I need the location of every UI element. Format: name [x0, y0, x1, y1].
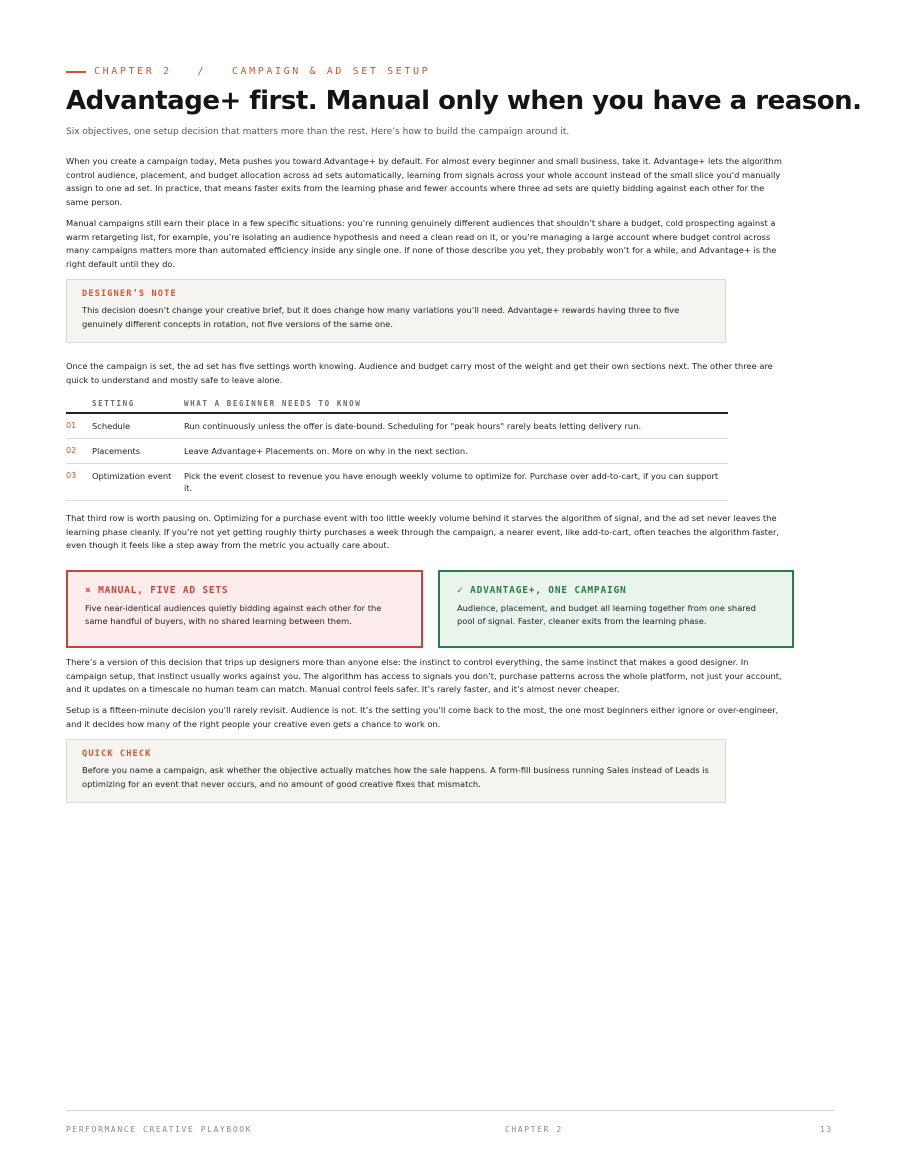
cross-icon: × [85, 585, 92, 596]
paragraph-settings-intro: Once the campaign is set, the ad set has five settings worth knowing. Audience and budget carry most of the weight and get their own sections next. The other three are quick to understand and mostly safe to leave alone. [66, 361, 773, 385]
row-note: Run continuously unless the offer is date-bound. Scheduling for "peak hours" rarely beats letting delivery run. [184, 413, 728, 439]
settings-header-row [66, 396, 728, 413]
header-beginner-notes: WHAT A BEGINNER NEEDS TO KNOW [184, 396, 728, 413]
comparison-cards [66, 570, 794, 648]
manual-card-title: MANUAL, FIVE AD SETS [98, 585, 229, 596]
chapter-eyebrow [66, 66, 430, 77]
header-number [66, 396, 92, 413]
paragraph-designer-instinct: There’s a version of this decision that trips up designers more than anyone else: the instinct to control everything, the same instinct that makes a good designer. In campaign setup, that instinct usually works against you. The algorithm has access to signals you don’t, purchase patterns across the whole platform, not just your account, and it updates on a timescale no human team can match. Manual control feels safer. It’s rarely faster, and it’s almost never cheaper. [66, 657, 782, 695]
footer-divider [66, 1110, 834, 1111]
page-number: 13 [820, 1125, 833, 1134]
row-setting: Optimization event [92, 464, 184, 501]
row-setting: Schedule [92, 413, 184, 439]
table-row [66, 413, 728, 439]
check-icon: ✓ [457, 585, 464, 596]
table-row [66, 464, 728, 501]
footer-chapter: CHAPTER 2 [505, 1125, 563, 1134]
table-row [66, 439, 728, 464]
eyebrow-text: CHAPTER 2 / CAMPAIGN & AD SET SETUP [94, 66, 431, 77]
manual-card-heading [85, 585, 404, 596]
paragraph-setup-summary: Setup is a fifteen-minute decision you’ll rarely revisit. Audience is not. It’s the setting you’ll come back to the most, the one most beginners either ignore or over-engineer, and it decides how many of the right people your creative even gets a chance to work on. [66, 705, 779, 729]
quick-check-text: Before you name a campaign, ask whether the objective actually matches how the sale happens. A form-fill business running Sales instead of Leads is optimizing for an event that never occurs, and no amount of good creative fixes that mismatch. [82, 765, 709, 789]
advantage-card-heading [457, 585, 775, 596]
row-setting: Placements [92, 439, 184, 464]
advantage-card-title: ADVANTAGE+, ONE CAMPAIGN [470, 585, 627, 596]
header-setting: SETTING [92, 396, 184, 413]
quick-check-label: QUICK CHECK [82, 749, 152, 759]
designer-note-text: This decision doesn’t change your creative brief, but it does change how many variations you’ll need. Advantage+ rewards having three to five genuinely different concepts in rotation, not five versions of the same one. [82, 305, 680, 329]
page-title: Advantage+ first. Manual only when you have a reason. [66, 86, 862, 116]
quick-check-callout [66, 739, 726, 803]
manual-card-text: Five near-identical audiences quietly bidding against each other for the same handful of buyers, with no shared learning between them. [85, 603, 382, 626]
page-subtitle: Six objectives, one setup decision that matters more than the rest. Here’s how to build the campaign around it. [66, 127, 570, 137]
advantage-setup-card [438, 570, 794, 648]
row-note: Pick the event closest to revenue you have enough weekly volume to optimize for. Purchase over add-to-cart, if you can support it. [184, 464, 728, 501]
row-number: 03 [66, 464, 92, 501]
row-note: Leave Advantage+ Placements on. More on why in the next section. [184, 439, 728, 464]
row-number: 01 [66, 413, 92, 439]
settings-table [66, 396, 728, 501]
designer-note-callout [66, 279, 726, 343]
designer-note-label: DESIGNER’S NOTE [82, 289, 177, 299]
manual-setup-card [66, 570, 423, 648]
advantage-card-text: Audience, placement, and budget all learning together from one shared pool of signal. Faster, cleaner exits from the learning phase. [457, 603, 756, 626]
footer-book-title: PERFORMANCE CREATIVE PLAYBOOK [66, 1125, 253, 1134]
paragraph-intro: When you create a campaign today, Meta pushes you toward Advantage+ by default. For almost every beginner and small business, take it. Advantage+ lets the algorithm control audience, placement, and budget allocation across ad sets automatically, learning from signals across your whole account instead of the small slice you’d manually assign to one ad set. In practice, that means faster exits from the learning phase and fewer accounts where three ad sets are quietly bidding against each other for the same person. [66, 156, 782, 208]
paragraph-third-row: That third row is worth pausing on. Optimizing for a purchase event with too little weekly volume behind it starves the algorithm of signal, and the ad set never leaves the learning phase cleanly. If you’re not yet getting roughly thirty purchases a week through the campaign, a nearer event, like add-to-cart, often teaches the algorithm faster, even though it feels like a step away from the metric you actually care about. [66, 513, 780, 551]
eyebrow-rule [66, 71, 86, 73]
paragraph-manual: Manual campaigns still earn their place in a few specific situations: you’re running genuinely different audiences that shouldn’t share a budget, cold prospecting against a warm retargeting list, for example, you’re isolating an audience hypothesis and need a clean read on it, or you’re managing a large account where budget control across many campaigns matters more than automated efficiency inside any single one. If none of those describe you yet, they probably won’t for a while, and Advantage+ is the right default until they do. [66, 218, 777, 270]
row-number: 02 [66, 439, 92, 464]
